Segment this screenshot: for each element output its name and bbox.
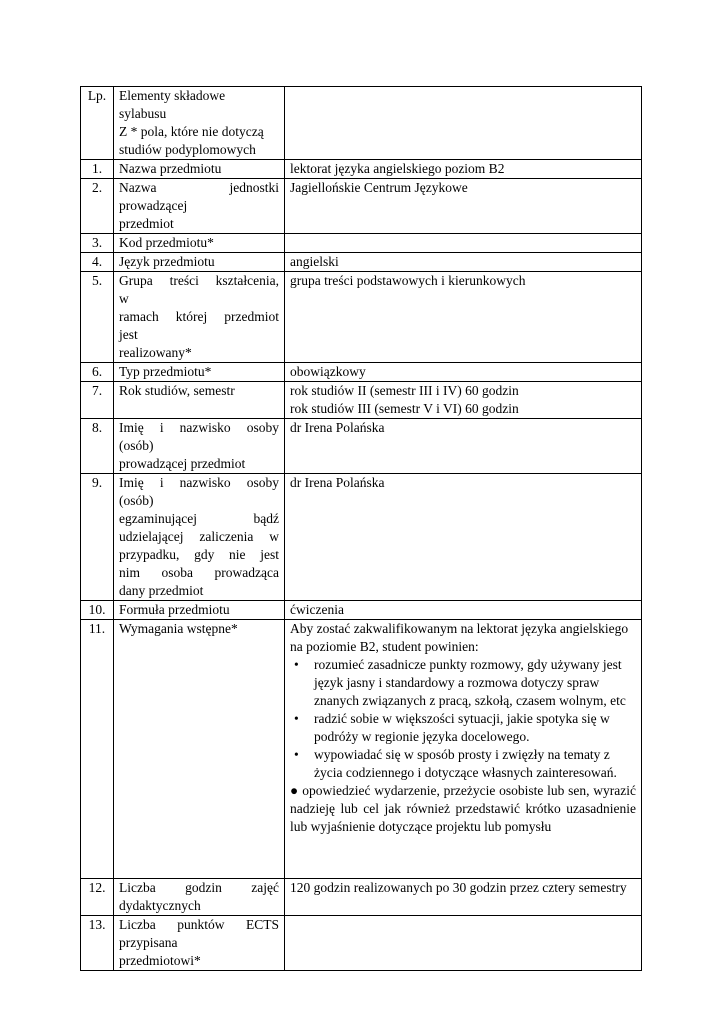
list-item: • rozumieć zasadnicze punkty rozmowy, gdy używany jest język jasny i standardowy a rozmowa dotyczy spraw znanych związanych z pracą, szkołą, czasem wolnym, etc (290, 656, 636, 710)
row-number: 4. (81, 253, 114, 272)
row-value (285, 179, 642, 234)
table-row (81, 879, 642, 916)
row-label (114, 272, 285, 363)
row-value-line: dr Irena Polańska (290, 420, 385, 435)
table-row (81, 234, 642, 253)
table-row (81, 620, 642, 879)
row-label-line: Nazwa jednostki (119, 180, 279, 195)
table-row (81, 474, 642, 601)
table-row (81, 601, 642, 620)
table-row (81, 419, 642, 474)
row-number: 13. (81, 916, 114, 971)
row-label-line: egzaminującej bądź (119, 511, 279, 526)
row-number: 1. (81, 160, 114, 179)
row-label-line: przedmiotowi* (119, 953, 201, 968)
row-label-line: Grupa treści kształcenia, (119, 273, 279, 288)
row-value-line: ćwiczenia (290, 602, 344, 617)
row-label-line: Rok studiów, semestr (119, 383, 235, 398)
row-label-line: Typ przedmiotu* (119, 364, 212, 379)
row-label-line: jest (119, 327, 138, 342)
header-line: sylabusu (119, 106, 167, 121)
row-number: 10. (81, 601, 114, 620)
row-label-line: Język przedmiotu (119, 254, 215, 269)
table-row (81, 179, 642, 234)
requirements-list (290, 656, 636, 782)
row-label (114, 419, 285, 474)
row-number: 9. (81, 474, 114, 601)
row-number: 12. (81, 879, 114, 916)
row-value-line: Jagiellońskie Centrum Językowe (290, 180, 468, 195)
row-label (114, 620, 285, 879)
row-value (285, 620, 642, 879)
row-label-line: prowadzącej przedmiot (119, 456, 246, 471)
row-value-line: angielski (290, 254, 339, 269)
list-item: • radzić sobie w większości sytuacji, jakie spotyka się w podróży w regionie języka docelowego. (290, 710, 636, 746)
row-value-line: dr Irena Polańska (290, 475, 385, 490)
row-value (285, 363, 642, 382)
row-label-line: Liczba godzin zajęć (119, 880, 279, 895)
row-label-line: Imię i nazwisko osoby (119, 475, 279, 490)
header-value (285, 87, 642, 160)
row-label-line: (osób) (119, 438, 154, 453)
syllabus-table (80, 86, 642, 971)
row-label (114, 160, 285, 179)
row-label-line: przypisana (119, 935, 178, 950)
row-label-line: Formuła przedmiotu (119, 602, 230, 617)
lp-header: Lp. (81, 87, 114, 160)
requirements-intro: Aby zostać zakwalifikowanym na lektorat języka angielskiego na poziomie B2, student powinien: (290, 621, 629, 654)
row-label-line: nim osoba prowadząca (119, 565, 279, 580)
row-number: 2. (81, 179, 114, 234)
row-value (285, 234, 642, 253)
row-value (285, 253, 642, 272)
row-value-line: rok studiów III (semestr V i VI) 60 godzin (290, 401, 519, 416)
row-label-line: Nazwa przedmiotu (119, 161, 222, 176)
row-label-line: przypadku, gdy nie jest (119, 547, 279, 562)
row-value-line: obowiązkowy (290, 364, 366, 379)
table-row (81, 160, 642, 179)
row-label (114, 474, 285, 601)
row-value-line: grupa treści podstawowych i kierunkowych (290, 273, 526, 288)
elements-header (114, 87, 285, 160)
row-label-line: dany przedmiot (119, 583, 204, 598)
header-line: Z * pola, które nie dotyczą (119, 124, 264, 139)
table-row (81, 382, 642, 419)
row-label (114, 253, 285, 272)
table-header-row (81, 87, 642, 160)
row-label-line: Imię i nazwisko osoby (119, 420, 279, 435)
header-line: Elementy składowe (119, 88, 226, 103)
row-label (114, 382, 285, 419)
row-label (114, 916, 285, 971)
row-label-line: Wymagania wstępne* (119, 621, 238, 636)
row-label-line: Kod przedmiotu* (119, 235, 214, 250)
row-label-line: dydaktycznych (119, 898, 201, 913)
row-value (285, 382, 642, 419)
table-row (81, 272, 642, 363)
row-value (285, 160, 642, 179)
row-label (114, 363, 285, 382)
row-value (285, 474, 642, 601)
row-number: 5. (81, 272, 114, 363)
row-label-line: udzielającej zaliczenia w (119, 529, 279, 544)
list-item: • wypowiadać się w sposób prosty i zwięzły na tematy z życia codziennego i dotyczące własnych zainteresowań. (290, 746, 636, 782)
table-row (81, 916, 642, 971)
row-label-line: przedmiot (119, 216, 174, 231)
row-label (114, 879, 285, 916)
row-number: 3. (81, 234, 114, 253)
row-value (285, 272, 642, 363)
row-label-line: realizowany* (119, 345, 192, 360)
row-label-line: prowadzącej (119, 198, 188, 213)
header-line: studiów podyplomowych (119, 142, 256, 157)
row-value (285, 916, 642, 971)
requirements-outro: ● opowiedzieć wydarzenie, przeżycie osobiste lub sen, wyrazić nadzieję lub cel jak również przedstawić krótko uzasadnienie lub wyjaśnienie dotyczące projektu lub pomysłu (290, 783, 636, 834)
row-label-line: w (119, 291, 129, 306)
row-value (285, 601, 642, 620)
row-value-line: rok studiów II (semestr III i IV) 60 godzin (290, 383, 519, 398)
row-value-text: 120 godzin realizowanych po 30 godzin przez cztery semestry (290, 880, 627, 895)
row-value (285, 419, 642, 474)
row-number: 7. (81, 382, 114, 419)
row-value (285, 879, 642, 916)
row-label (114, 601, 285, 620)
row-number: 8. (81, 419, 114, 474)
row-value-line: lektorat języka angielskiego poziom B2 (290, 161, 505, 176)
row-label (114, 234, 285, 253)
table-row (81, 363, 642, 382)
table-row (81, 253, 642, 272)
row-label-line: ramach której przedmiot (119, 309, 279, 324)
row-number: 6. (81, 363, 114, 382)
row-label-line: Liczba punktów ECTS (119, 917, 279, 932)
row-label (114, 179, 285, 234)
row-number: 11. (81, 620, 114, 879)
row-label-line: (osób) (119, 493, 154, 508)
